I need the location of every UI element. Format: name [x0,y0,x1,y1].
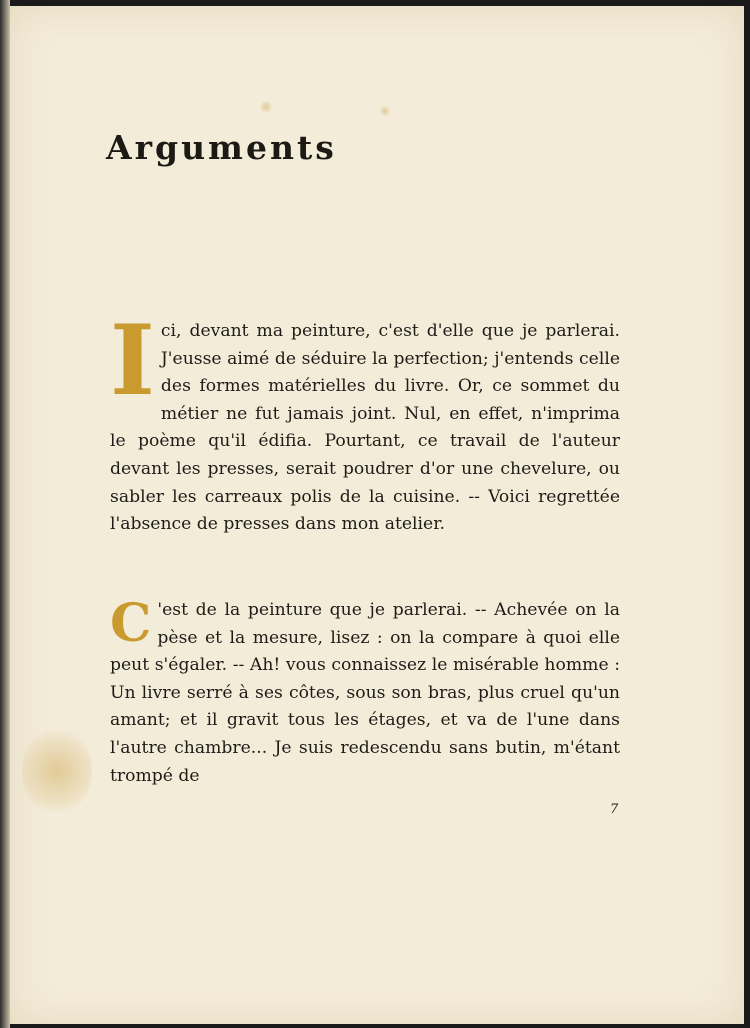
drop-cap-initial: I [110,304,155,417]
page-title: Arguments [106,128,337,167]
book-page [10,6,744,1024]
paragraph-1 [110,304,620,539]
foxing-stain [260,101,272,113]
page-number: 7 [610,802,619,817]
drop-cap-initial: C [110,593,152,654]
paragraph-text: 'est de la peinture que je parlerai. -- Achevée on la pèse et la mesure, lisez : on la compare à quoi elle peut s'égaler. -- Ah! vous connaissez le misérable homme : Un livre serré à ses côtes, sous son bras, plus cruel qu'un amant; et il gravit tous les étages, et va de l'une dans l'autre chambre... Je suis redescendu sans butin, m'étant trompé de [110,600,620,786]
paragraph-2 [110,593,620,790]
page-edge [0,0,10,1028]
paragraph-text: ci, devant ma peinture, c'est d'elle que je parlerai. J'eusse aimé de séduire la perfection; j'entends celle des formes matérielles du livre. Or, ce sommet du métier ne fut jamais joint. Nul, en effet, n'imprima le poème qu'il édifia. Pourtant, ce travail de l'auteur devant les presses, serait poudrer d'or une chevelure, ou sabler les carreaux polis de la cuisine. -- Voici regrettée l'absence de presses dans mon atelier. [110,321,620,535]
foxing-stain [22,726,92,816]
foxing-stain [380,106,390,116]
